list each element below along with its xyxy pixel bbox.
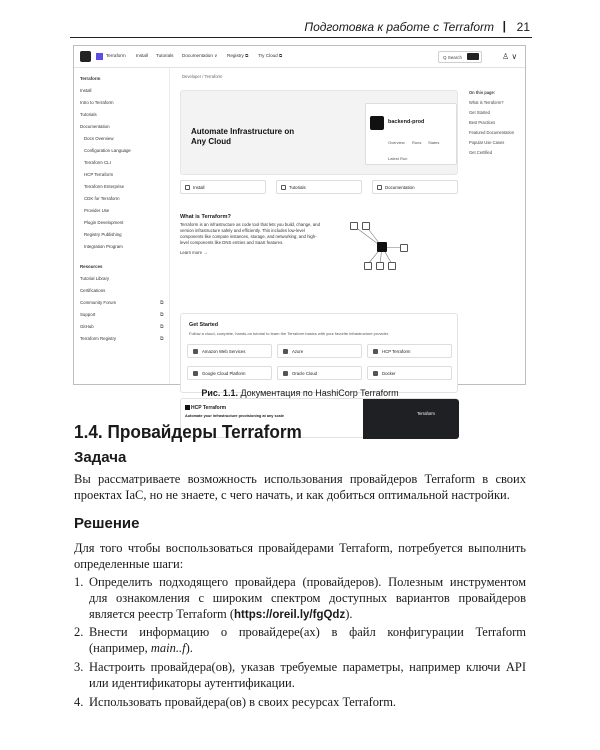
list-item xyxy=(74,574,526,623)
sidebar-item-documentation[interactable]: Documentation xyxy=(80,124,110,129)
toc-item[interactable]: Featured Documentation xyxy=(469,130,515,135)
hcp-title: HCP Terraform xyxy=(191,405,227,411)
step-text: Использовать провайдера(ов) в своих ресурсах Terraform. xyxy=(89,695,397,709)
infrastructure-diagram xyxy=(346,218,416,273)
hcp-preview-label: Terraform xyxy=(417,411,435,416)
sidebar-item[interactable]: Terraform Registry xyxy=(80,336,117,341)
tile-label: Documentation xyxy=(385,185,415,190)
oracle-icon xyxy=(283,371,288,376)
sidebar-item[interactable]: Integration Program xyxy=(84,244,123,249)
cloud-node-icon xyxy=(362,222,370,230)
cloud-node-icon xyxy=(350,222,358,230)
provider-label: Amazon Web Services xyxy=(202,349,246,354)
provider-oracle-button[interactable] xyxy=(277,366,362,380)
keyboard-shortcut-badge xyxy=(467,53,479,60)
toc-item[interactable]: What is Terraform? xyxy=(469,100,504,105)
toc-item[interactable]: Get Started xyxy=(469,110,490,115)
sidebar-item[interactable]: Tutorial Library xyxy=(80,276,110,281)
step-text: Определить подходящего провайдера (провайдеров). Полезным инструментом для ознакомления с широким спектром доступных вариантов провайдеров является реестр Terraform ( xyxy=(89,575,526,621)
task-heading: Задача xyxy=(74,449,127,466)
hashicorp-logo xyxy=(80,51,91,62)
sidebar-item[interactable]: HCP Terraform xyxy=(84,172,114,177)
card-latest-run: Latest Run xyxy=(388,156,408,161)
sidebar-item[interactable]: Community Forum xyxy=(80,300,117,305)
sidebar-item[interactable]: Plugin Development xyxy=(84,220,124,225)
sidebar-item[interactable]: Certifications xyxy=(80,288,106,293)
provider-label: Oracle Cloud xyxy=(292,371,318,376)
get-started-title: Get Started xyxy=(189,322,219,328)
card-tab: States xyxy=(428,140,440,145)
hero-title: Automate Infrastructure on Any Cloud xyxy=(191,127,295,146)
tutorials-icon xyxy=(281,185,286,190)
sidebar-item[interactable]: Intro to Terraform xyxy=(80,100,114,105)
running-title: Подготовка к работе с Terraform xyxy=(304,20,494,34)
header-separator: | xyxy=(502,19,506,33)
what-is-terraform xyxy=(180,214,320,255)
toc-item[interactable]: Best Practices xyxy=(469,120,496,125)
sidebar-item[interactable]: GitHub xyxy=(80,324,94,329)
provider-label: Google Cloud Platform xyxy=(202,371,246,376)
terraform-icon xyxy=(96,53,103,60)
list-number: 2. xyxy=(74,625,84,639)
solution-heading: Решение xyxy=(74,515,140,532)
step-text: Внести информацию о провайдере(ах) в файл конфигурации Terraform (например, xyxy=(89,625,526,655)
terraform-hub-icon xyxy=(377,242,387,252)
learn-more-link[interactable]: Learn more → xyxy=(180,250,208,255)
toc-item[interactable]: Get Certified xyxy=(469,150,492,155)
tile-label: Install xyxy=(193,185,205,190)
user-icon[interactable]: ♙ ∨ xyxy=(502,52,518,61)
hcp-icon xyxy=(185,405,190,410)
azure-icon xyxy=(283,349,288,354)
figure-caption xyxy=(0,388,600,398)
step-text: Настроить провайдера(ов), указав требуемые параметры, например ключи API или идентификаторы аутентификации. xyxy=(89,660,526,690)
sidebar-item[interactable]: Install xyxy=(80,88,92,93)
hcp-icon xyxy=(373,349,378,354)
toc-heading: On this page: xyxy=(469,90,496,95)
provider-label: HCP Terraform xyxy=(382,349,411,354)
sidebar-item[interactable]: Terraform Enterprise xyxy=(84,184,125,189)
sidebar-item[interactable]: Support xyxy=(80,312,96,317)
step-text-end: ). xyxy=(185,641,193,655)
external-link-icon: ⧉ xyxy=(160,324,164,330)
sidebar-item[interactable]: CDK for Terraform xyxy=(84,196,120,201)
sidebar-item[interactable]: Tutorials xyxy=(80,112,97,117)
provider-gcp-button[interactable] xyxy=(187,366,272,380)
cloud-node-icon xyxy=(364,262,372,270)
get-started-text: Follow a cloud, complete, hands-on tutorial to learn the Terraform basics with your favorite infrastructure provider. xyxy=(189,331,390,336)
workspace-icon xyxy=(370,116,384,130)
list-number: 4. xyxy=(74,695,84,709)
card-tab: Overview xyxy=(388,140,405,145)
external-link-icon: ⧉ xyxy=(160,300,164,306)
list-item xyxy=(74,659,526,691)
get-started-panel xyxy=(180,313,458,393)
gcp-icon xyxy=(193,371,198,376)
provider-label: Docker xyxy=(382,371,396,376)
cloud-node-icon xyxy=(388,262,396,270)
step-text-end: ). xyxy=(345,607,353,621)
sidebar-item[interactable]: Docs Overview xyxy=(84,136,114,141)
breadcrumb[interactable]: Developer / Terraform xyxy=(182,74,223,79)
nav-documentation[interactable]: Documentation ∨ xyxy=(182,53,218,58)
list-item xyxy=(74,694,526,710)
task-text: Вы рассматриваете возможность использования провайдеров Terraform в своих проектах IaC, но не знаете, с чего начать, и как добиться оптимальной настройки. xyxy=(74,472,526,502)
external-link-icon: ⧉ xyxy=(160,336,164,342)
external-link-icon: ⧉ xyxy=(160,312,164,318)
hero-banner xyxy=(180,90,458,175)
provider-hcp-button[interactable] xyxy=(367,344,452,358)
page-header xyxy=(70,18,532,38)
docs-sidebar xyxy=(74,68,170,384)
registry-link[interactable]: https://oreil.ly/fgQdz xyxy=(234,609,346,621)
provider-label: Azure xyxy=(292,349,304,354)
on-this-page xyxy=(469,68,527,384)
workspace-name: backend-prod xyxy=(388,119,425,125)
caption-label: Рис. 1.1. xyxy=(201,388,238,398)
docker-icon xyxy=(373,371,378,376)
tile-tutorials[interactable] xyxy=(276,180,362,194)
sidebar-item[interactable]: Provider Use xyxy=(84,208,110,213)
download-icon xyxy=(185,185,190,190)
sidebar-item[interactable]: Terraform CLI xyxy=(84,160,111,165)
list-number: 1. xyxy=(74,575,84,589)
cloud-node-icon xyxy=(376,262,384,270)
nav-registry[interactable]: Registry ⧉ xyxy=(227,53,249,58)
sidebar-item-terraform[interactable]: Terraform xyxy=(80,76,101,81)
list-item xyxy=(74,624,526,656)
provider-docker-button[interactable] xyxy=(367,366,452,380)
page-number: 21 xyxy=(516,20,530,34)
card-tab: Runs xyxy=(412,140,422,145)
sidebar-item[interactable]: Registry Publishing xyxy=(84,232,122,237)
tile-documentation[interactable] xyxy=(372,180,458,194)
hcp-preview xyxy=(363,399,459,439)
section-title: 1.4. Провайдеры Terraform xyxy=(74,421,302,442)
caption-text: Документация по HashiCorp Terraform xyxy=(240,388,399,398)
workspace-card xyxy=(365,103,457,165)
toc-item[interactable]: Popular Use Cases xyxy=(469,140,505,145)
quick-links xyxy=(180,180,458,194)
nav-tutorials[interactable]: Tutorials xyxy=(156,53,174,58)
config-filename: main..f xyxy=(150,641,186,655)
cloud-node-icon xyxy=(400,244,408,252)
solution-intro: Для того чтобы воспользоваться провайдерами Terraform, потребуется выполнить определенные шаги: xyxy=(74,541,526,571)
nav-install[interactable]: Install xyxy=(136,53,149,58)
tile-label: Tutorials xyxy=(289,185,306,190)
hcp-text: Automate your infrastructure provisioning at any scale xyxy=(185,414,284,418)
nav-terraform[interactable]: Terraform xyxy=(106,53,126,58)
docs-topbar xyxy=(74,46,525,68)
tile-install[interactable] xyxy=(180,180,266,194)
provider-azure-button[interactable] xyxy=(277,344,362,358)
nav-try-cloud[interactable]: Try Cloud ⧉ xyxy=(258,53,283,58)
docs-icon xyxy=(377,185,382,190)
what-title: What is Terraform? xyxy=(180,214,231,220)
search-label: Q Search xyxy=(443,55,463,60)
sidebar-heading-resources: Resources xyxy=(80,264,103,269)
aws-icon xyxy=(193,349,198,354)
list-number: 3. xyxy=(74,660,84,674)
provider-aws-button[interactable] xyxy=(187,344,272,358)
what-text: Terraform is an infrastructure as code tool that lets you build, change, and version infrastructure safely and efficiently. This includes low-level components like compute instances, storage, and networking; and high-level components like DNS entries and SaaS features. xyxy=(180,222,320,245)
sidebar-item[interactable]: Configuration Language xyxy=(84,148,131,153)
